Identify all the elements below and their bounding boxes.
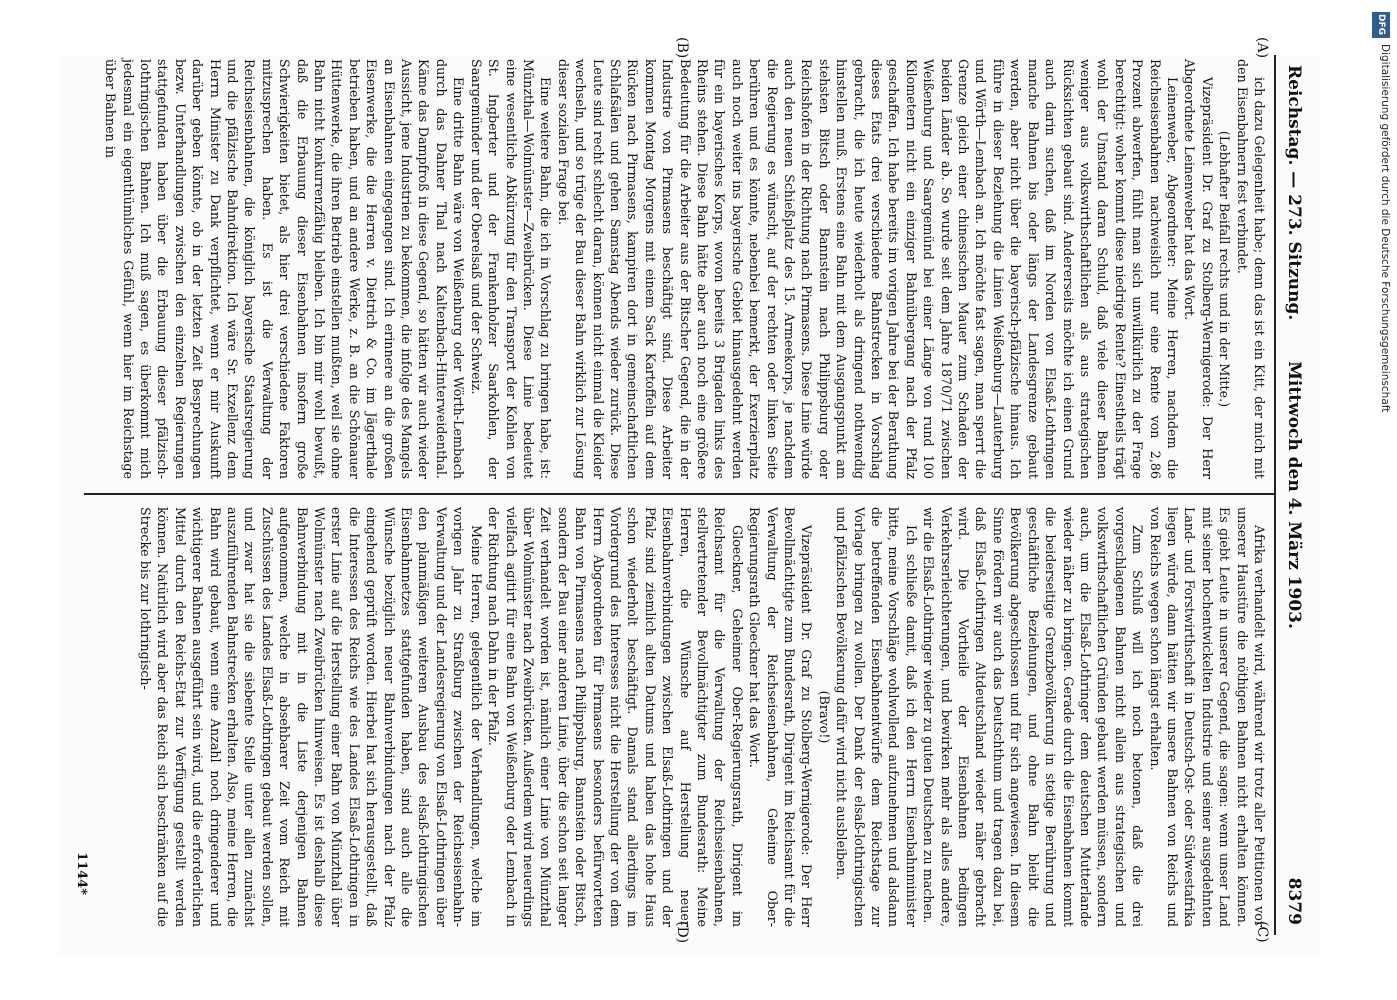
paragraph: Ich schließe damit, daß ich den Herrn Eisenbahnminister bitte, meine Vorschläge wohlwollend aufzunehmen und alsdann die betreffenden Eisenbahnentwürfe dem Reichstage zur Vorlage bringen zu wollen. Der Dank der elsaß-lothringischen und pfälzischen Bevölkerung dafür wird nicht ausbleiben.: [834, 507, 919, 927]
signature-mark: 1144*: [74, 852, 89, 895]
header-page-number: 8379: [1284, 877, 1304, 925]
paragraph: Gloeckner, Geheimer Ober-Regierungsrath, Dirigent im Reichsamt für die Verwaltung der Reichseisenbahnen, stellvertretender Bevollmächtigter zum Bundesrath: Meine Herren, die Wünsche auf Herstellung neuer Eisenbahnverbindungen zwischen Elsaß-Lothringen und der Pfalz sind ziemlich alten Datums und haben das hohe Haus schon wiederholt beschäftigt. Damals stand allerdings im Vordergrund des Interesses nicht die Herstellung der von dem Herrn Abgeordneten für Pirmasens besonders befürworteten Bahn von Pirmasens nach Philippsburg, Bannstein oder Bitsch, sondern der Bau einer anderen Linie, über die schon seit langer Zeit verhandelt worden ist, nämlich einer Linie von Münzthal über Wolmünster nach Zweibrücken. Außerdem wird neuerdings vielfach agitirt für eine Bahn von Weißenburg oder Lembach in der Richtung nach Dahn in der Pfalz.: [486, 507, 745, 927]
margin-marker-c: (C): [1254, 921, 1270, 943]
paragraph: Eine dritte Bahn wäre von Weißenburg oder Wörth-Lembach durch das Dahner Thal nach Kaltenbach-Hinterweidenthal. Käme das Dampfroß in diese Gegend, so hätten wir auch wieder Aussicht, jene Industrien zu bekommen, die infolge des Mangels an Eisenbahnen eingegangen sind. Ich erinnere an die großen Eisenwerke, die die Herren v. Dietrich & Co. im Jägerthale betrieben haben, und an andere Werke, z. B. an die Schönauer Hüttenwerke, die ihren Betrieb einstellen mußten, weil sie ohne Bahn nicht konkurrenzfähig bleiben. Ich bin mir wohl bewußt, daß die Erbauung dieser Eisenbahnen insofern große Schwierigkeiten bietet, als hier drei verschiedene Faktoren mitzusprechen haben. Es ist die Verwaltung der Reichseisenbahnen, die königlich bayerische Staatsregierung und die pfälzische Bahndirektion. Ich wäre Sr. Exzellenz dem Herrn Minister zu Dank verpflichtet, wenn er mir Auskunft darüber geben könnte, ob in der letzten Zeit Besprechungen bezw. Unterhandlungen zwischen den einzelnen Regierungen stattgefunden haben über die Erbauung dieser pfälzisch-lothringischen Bahnen. Ich muß sagen, es überkommt mich jedesmal ein eigenthümliches Gefühl, wenn hier im Reichstage über Bahnen in: [103, 59, 467, 479]
paragraph: Zum Schluß will ich noch betonen, daß die drei vorgeschlagenen Bahnen nicht allein aus strategischen und volkswirthschaftlichen Gründen gebaut werden müssen, sondern auch, um die Elsaß-Lothringer dem deutschen Mutterlande wieder näher zu bringen. Gerade durch die Eisenbahnen kommt die beiderseitige Grenzbevölkerung in stetige Berührung und geschäftliche Beziehungen, und ohne Bahn bleibt die Bevölkerung abgeschlossen und für sich angewiesen. In diesem Sinne fördern wir auch das Deutschthum und tragen dazu bei, daß Elsaß-Lothringen Altdeutschland wieder näher gebracht wird. Die Vortheile der Eisenbahnen bedingen Verkehrserleichterungen, und bewirken mehr als alles andere, wir die Elsaß-Lothringer wieder zu guten Deutschen zu machen.: [921, 507, 1146, 927]
paragraph: Afrika verhandelt wird, während wir trotz aller Petitionen vor unserer Haustüre die nöthigen Bahnen nicht erhalten können. Es giebt Leute in unserer Gegend, die sagen: wenn unser Land mit seiner hochentwickelten Industrie und seiner ausgedehnten Land- und Forstwirthschaft in Deutsch-Ost- oder Südwestafrika liegen würde, dann hätten wir unsere Bahnen von Reichs und von Reichs wegen schon längst erhalten.: [1147, 507, 1267, 927]
left-column: [103, 59, 1268, 479]
running-header: [1278, 55, 1304, 935]
paragraph: Vizepräsident Dr. Graf zu Stolberg-Wernigerode: Der Herr Bevollmächtigte zum Bundesrath, Dirigent im Reichsamt für die Verwaltung der Reichseisenbahnen, Geheime Ober-Regierungsrath Gloeckner hat das Wort.: [747, 507, 815, 927]
paragraph: Vizepräsident Dr. Graf zu Stolberg-Wernigerode: Der Herr Abgeordnete Leinenweber hat das Wort.: [1182, 59, 1215, 479]
paragraph: Eine weitere Bahn, die ich in Vorschlag zu bringen habe, ist: Münzthal—Wolmünster—Zweibrücken. Diese Linie bedeutet eine wesentliche Abkürzung für den Transport der Kohlen von St. Ingberter und der Frankenholzer Saarkohlen, der Saargemünder und der Oberelsaß und der Schweiz.: [468, 59, 554, 479]
dfg-logo: DFG: [1372, 12, 1390, 38]
header-rule: [1274, 55, 1276, 935]
margin-marker-a: (A): [1254, 37, 1270, 59]
digitization-stamp: [1370, 10, 1392, 995]
column-divider: [84, 493, 1274, 495]
margin-marker-b: (B): [674, 37, 690, 59]
applause-note: (Lebhafter Beifall rechts und in der Mitte.): [1217, 130, 1233, 408]
header-session: Reichstag. — 273. Sitzung.: [1284, 65, 1304, 321]
bravo-note: (Bravo!): [816, 690, 832, 744]
stamp-text: Digitalisierung gefördert durch die Deutsche Forschungsgemeinschaft: [1379, 44, 1391, 413]
scanned-page: [60, 37, 1320, 955]
paragraph: Leinenweber, Abgeordneter: Meine Herren, nachdem die Reichseisenbahnen nachweislich nur eine Rente von 2,86 Prozent abwerfen, fühlt man sich unwillkürlich zu der Frage berechtigt: woher kommt diese niedrige Rente? Einestheils trägt wohl der Umstand daran Schuld, daß viele dieser Bahnen weniger aus volkswirthschaftlichen als aus strategischen Rücksichten gebaut sind. Andererseits möchte ich einen Grund auch darin suchen, daß im Norden von Elsaß-Lothringen manche Bahnen bis oder längs der Landesgrenze gebaut werden, aber nicht über die bayerisch-pfälzische hinaus. Ich führe in dieser Beziehung die Linien Weißenburg—Lauterburg und Wörth—Lembach an. Ich möchte fast sagen, man sperrt die Grenze gleich einer chinesischen Mauer zum Schaden der beiden Länder ab. So wurde seit dem Jahre 1870/71 zwischen Weißenburg und Saargemünd bei einer Länge von rund 100 Kilometern nicht ein einziger Bahnübergang nach der Pfalz geschaffen. Ich habe bereits im vorigen Jahre bei der Berathung dieses Etats drei verschiedene Bahnstrecken in Vorschlag gebracht, die ich heute wiederholt als dringend nothwendig hinstellen muß. Erstens eine Bahn mit dem Ausgangspunkt am stehsten Bitsch oder Bannstein nach Philippsburg oder Reichshofen in der Richtung nach Pirmasens. Diese Linie würde auch den neuen Schießplatz des 15. Armeekorps, je nachdem die Regierung es wünscht, auf der rechten oder linken Seite berühren und es könnte, nebenbei bemerkt, der Exerzierplatz auch noch weiter ins bayerische Gebiet hinausgedehnt werden für ein bayerisches Korps, wovon bereits 3 Brigaden links des Rheins stehen. Diese Bahn hätte aber auch noch eine größere Bedeutung für die Arbeiter aus der Bitscher Gegend, die in der Industrie von Pirmasens beschäftigt sind. Diese Arbeiter kommen Montag Morgens mit einem Sack Kartoffeln auf dem Rücken nach Pirmasens, kampiren dort in gemeinschaftlichen Schlafsälen und gehen Samstag Abends wieder zurück. Diese Leute sind recht schlecht daran, können nicht einmal die Kleider wechseln, und so trüge der Bau dieser Bahn wirklich zur Lösung dieser sozialen Frage bei.: [555, 59, 1180, 479]
right-column: [108, 507, 1268, 927]
rotated-page-content: [70, 37, 1310, 944]
paragraph: ich dazu Gelegenheit habe; denn das ist ein Kitt, der mich mit den Eisenbahnern fest verbindet.: [1234, 59, 1267, 479]
margin-marker-d: (D): [674, 921, 690, 944]
header-date: Mittwoch den 4. März 1903.: [1284, 361, 1304, 629]
paragraph: Meine Herren, gelegentlich der Verhandlungen, welche im vorigen Jahr zu Straßburg zwischen der Reichseisenbahn-Verwaltung und der Landesregierung von Elsaß-Lothringen über den planmäßigen weiteren Ausbau des elsaß-lothringischen Eisenbahnnetzes stattgefunden haben, sind auch alle die Wünsche bezüglich neuer Bahnverbindungen nach der Pfalz eingehend geprüft worden. Hierbei hat sich herausgestellt, daß die Interessen des Reichs wie des Landes Elsaß-Lothringen in erster Linie auf die Herstellung einer Bahn von Münzthal über Wolmünster nach Zweibrücken hinweisen. Es ist deshalb diese Bahnverbindung mit in die Liste derjenigen Bahnen aufgenommen, welche in absehbarer Zeit vom Reich mit Zuschüssen des Landes Elsaß-Lothringen gebaut werden sollen, und zwar hat sie die siebente Stelle unter allen zunächst auszuführenden Bahnstrecken erhalten. Also, meine Herren, die Bahn wird gebaut, wenn eine Anzahl noch dringenderer und wichtigerer Bahnen ausgeführt sein wird, und die erforderlichen Mittel durch den Reichs-Etat zur Verfügung gestellt werden können. Natürlich wird aber das Reich sich beschränken auf die Strecke bis zur lothringisch-: [138, 507, 484, 927]
